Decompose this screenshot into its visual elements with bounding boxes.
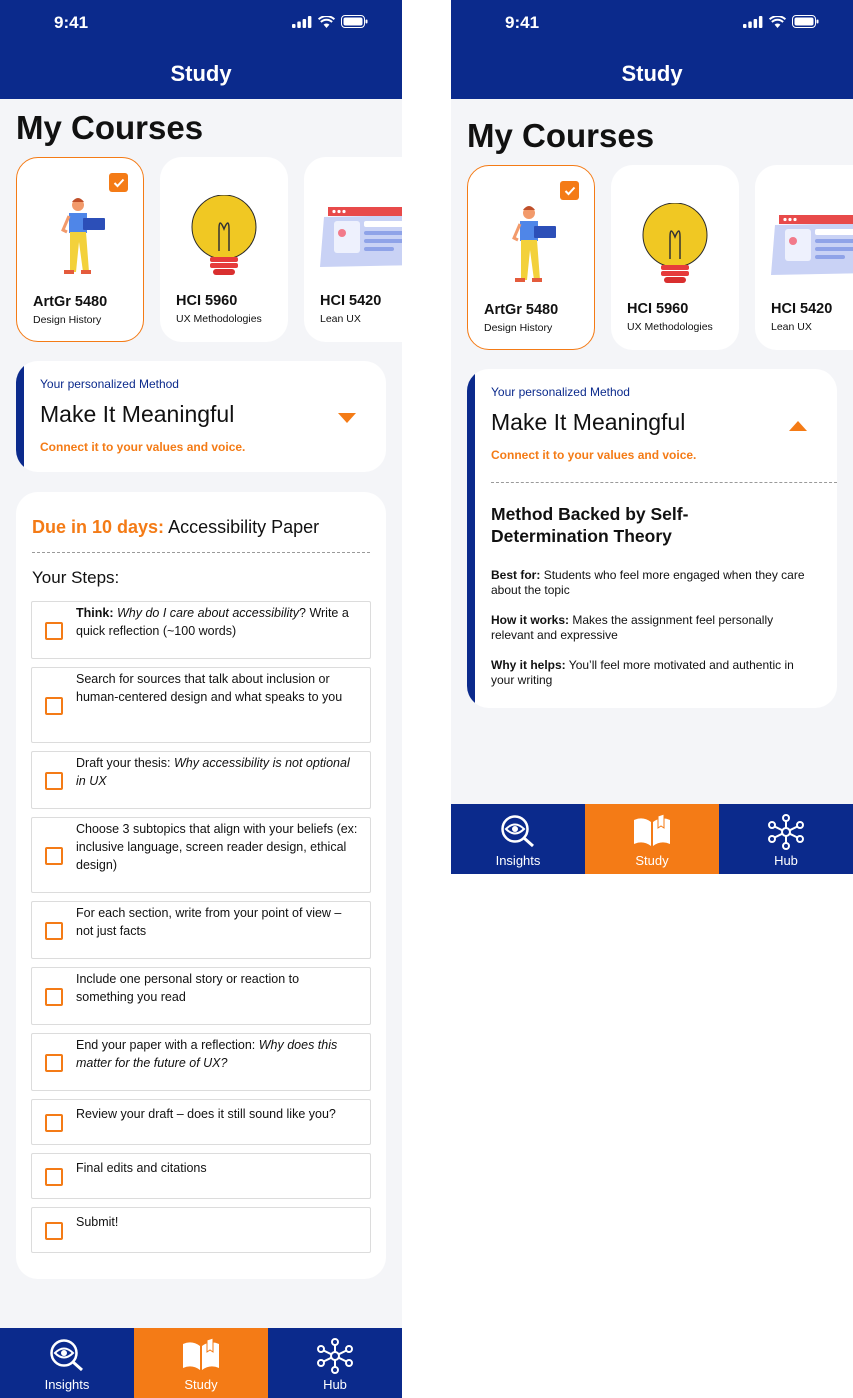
step-checkbox[interactable] <box>45 1054 63 1072</box>
collapse-caret-icon[interactable] <box>789 421 807 431</box>
course-code: HCI 5960 <box>176 293 238 309</box>
course-card-artgr-5480[interactable] <box>16 157 144 342</box>
step-item[interactable] <box>31 1153 371 1199</box>
screen-expanded <box>451 0 853 874</box>
step-item[interactable] <box>31 751 371 809</box>
page-title: Study <box>170 61 232 86</box>
lightbulb-illustration <box>611 195 739 295</box>
method-detail-why-it-helps <box>491 658 811 688</box>
course-code: ArtGr 5480 <box>484 302 559 318</box>
method-label: Your personalized Method <box>40 377 179 391</box>
top-bar <box>451 0 853 99</box>
step-item[interactable] <box>31 667 371 743</box>
step-item[interactable] <box>31 967 371 1025</box>
detail-text: Students who feel more engaged when they care about the topic <box>491 568 805 597</box>
battery-icon <box>341 15 368 28</box>
step-text: End your paper with a reflection: Why does this matter for the future of UX? <box>76 1038 338 1070</box>
section-title: My Courses <box>467 117 655 154</box>
detail-text: You’ll feel more motivated and authentic in your writing <box>491 658 794 687</box>
step-checkbox[interactable] <box>45 1114 63 1132</box>
course-code: HCI 5420 <box>771 301 833 317</box>
accent-bar <box>16 361 24 472</box>
screen-collapsed <box>0 0 402 1398</box>
network-hub-icon <box>315 1338 355 1374</box>
step-checkbox[interactable] <box>45 988 63 1006</box>
page-title: Study <box>621 61 683 86</box>
course-carousel[interactable] <box>16 157 402 342</box>
step-text: Search for sources that talk about inclusion or human-centered design and what speaks to you <box>76 672 343 704</box>
nav-label: Hub <box>774 853 798 868</box>
cellular-signal-icon <box>743 16 763 28</box>
due-label: Due in 10 days: <box>32 517 165 537</box>
section-title: My Courses <box>16 109 204 146</box>
open-book-icon <box>632 814 672 848</box>
divider <box>32 552 370 553</box>
detail-label: Why it helps: <box>491 658 566 672</box>
detail-text: Makes the assignment feel personally relevant and expressive <box>491 613 774 642</box>
course-code: HCI 5960 <box>627 301 689 317</box>
method-tagline: Connect it to your values and voice. <box>40 440 246 454</box>
course-card-hci-5960[interactable] <box>611 165 739 350</box>
open-book-icon <box>181 1338 221 1372</box>
status-time: 9:41 <box>54 13 89 32</box>
step-text: Choose 3 subtopics that align with your beliefs (ex: inclusive language, screen reader design, ethical design) <box>76 822 358 872</box>
person-with-laptop-illustration <box>17 188 143 288</box>
detail-label: How it works: <box>491 613 570 627</box>
nav-hub[interactable] <box>719 804 853 874</box>
battery-icon <box>792 15 819 28</box>
method-card-collapsed[interactable] <box>16 361 386 472</box>
step-text: Review your draft – does it still sound like you? <box>76 1107 336 1121</box>
course-carousel[interactable] <box>467 165 853 350</box>
course-name: UX Methodologies <box>176 313 262 325</box>
nav-label: Insights <box>495 853 541 868</box>
status-icons <box>292 15 368 28</box>
method-name: Make It Meaningful <box>491 409 686 435</box>
step-text: Draft your thesis: Why accessibility is not optional in UX <box>76 756 350 788</box>
status-time: 9:41 <box>505 13 540 32</box>
nav-hub[interactable] <box>268 1328 402 1398</box>
step-item[interactable] <box>31 601 371 659</box>
step-checkbox[interactable] <box>45 772 63 790</box>
method-theory-title: Method Backed by Self-Determination Theory <box>491 504 689 546</box>
nav-label: Hub <box>323 1377 347 1392</box>
step-item[interactable] <box>31 1207 371 1253</box>
step-item[interactable] <box>31 901 371 959</box>
course-code: HCI 5420 <box>320 293 382 309</box>
course-card-artgr-5480[interactable] <box>467 165 595 350</box>
nav-insights[interactable] <box>0 1328 134 1398</box>
network-hub-icon <box>766 814 806 850</box>
nav-study[interactable] <box>585 804 719 874</box>
course-card-hci-5420[interactable] <box>304 157 402 342</box>
method-detail-how-it-works <box>491 613 811 643</box>
course-name: UX Methodologies <box>627 321 713 333</box>
nav-study[interactable] <box>134 1328 268 1398</box>
course-name: Lean UX <box>320 313 361 325</box>
method-label: Your personalized Method <box>491 385 630 399</box>
course-name: Design History <box>33 314 102 326</box>
person-with-laptop-illustration <box>468 196 594 296</box>
method-detail-best-for <box>491 568 811 598</box>
course-name: Lean UX <box>771 321 812 333</box>
nav-label: Study <box>184 1377 218 1392</box>
step-checkbox[interactable] <box>45 697 63 715</box>
accent-bar <box>467 369 475 708</box>
course-code: ArtGr 5480 <box>33 294 108 310</box>
method-name: Make It Meaningful <box>40 401 235 427</box>
step-text: Think: Why do I care about accessibility? Write a quick reflection (~100 words) <box>76 606 349 638</box>
step-checkbox[interactable] <box>45 1222 63 1240</box>
course-card-hci-5420[interactable] <box>755 165 853 350</box>
expand-caret-icon[interactable] <box>338 413 356 423</box>
step-text: Include one personal story or reaction to something you read <box>76 972 300 1004</box>
cellular-signal-icon <box>292 16 312 28</box>
step-checkbox[interactable] <box>45 622 63 640</box>
step-item[interactable] <box>31 1099 371 1145</box>
detail-label: Best for: <box>491 568 541 582</box>
steps-title: Your Steps: <box>32 568 120 587</box>
step-text: For each section, write from your point of view – not just facts <box>76 906 342 938</box>
course-name: Design History <box>484 322 553 334</box>
dashboard-screen-illustration <box>304 187 402 287</box>
top-bar <box>0 0 402 99</box>
nav-label: Insights <box>44 1377 90 1392</box>
eye-search-icon <box>49 1338 85 1372</box>
assignment-card <box>16 492 386 1279</box>
method-card-expanded[interactable] <box>467 369 837 708</box>
status-icons <box>743 15 819 28</box>
step-text: Final edits and citations <box>76 1161 207 1175</box>
bottom-nav <box>451 804 853 874</box>
eye-search-icon <box>500 814 536 848</box>
step-checkbox[interactable] <box>45 847 63 865</box>
course-card-hci-5960[interactable] <box>160 157 288 342</box>
step-item[interactable] <box>31 817 371 893</box>
step-text: Submit! <box>76 1215 119 1229</box>
nav-label: Study <box>635 853 669 868</box>
step-checkbox[interactable] <box>45 1168 63 1186</box>
assignment-title: Accessibility Paper <box>168 517 320 537</box>
wifi-icon <box>769 16 786 28</box>
assignment-heading <box>32 517 319 538</box>
wifi-icon <box>318 16 335 28</box>
step-item[interactable] <box>31 1033 371 1091</box>
dashboard-screen-illustration <box>755 195 853 295</box>
bottom-nav <box>0 1328 402 1398</box>
divider <box>491 482 837 483</box>
lightbulb-illustration <box>160 187 288 287</box>
step-checkbox[interactable] <box>45 922 63 940</box>
method-tagline: Connect it to your values and voice. <box>491 448 697 462</box>
nav-insights[interactable] <box>451 804 585 874</box>
